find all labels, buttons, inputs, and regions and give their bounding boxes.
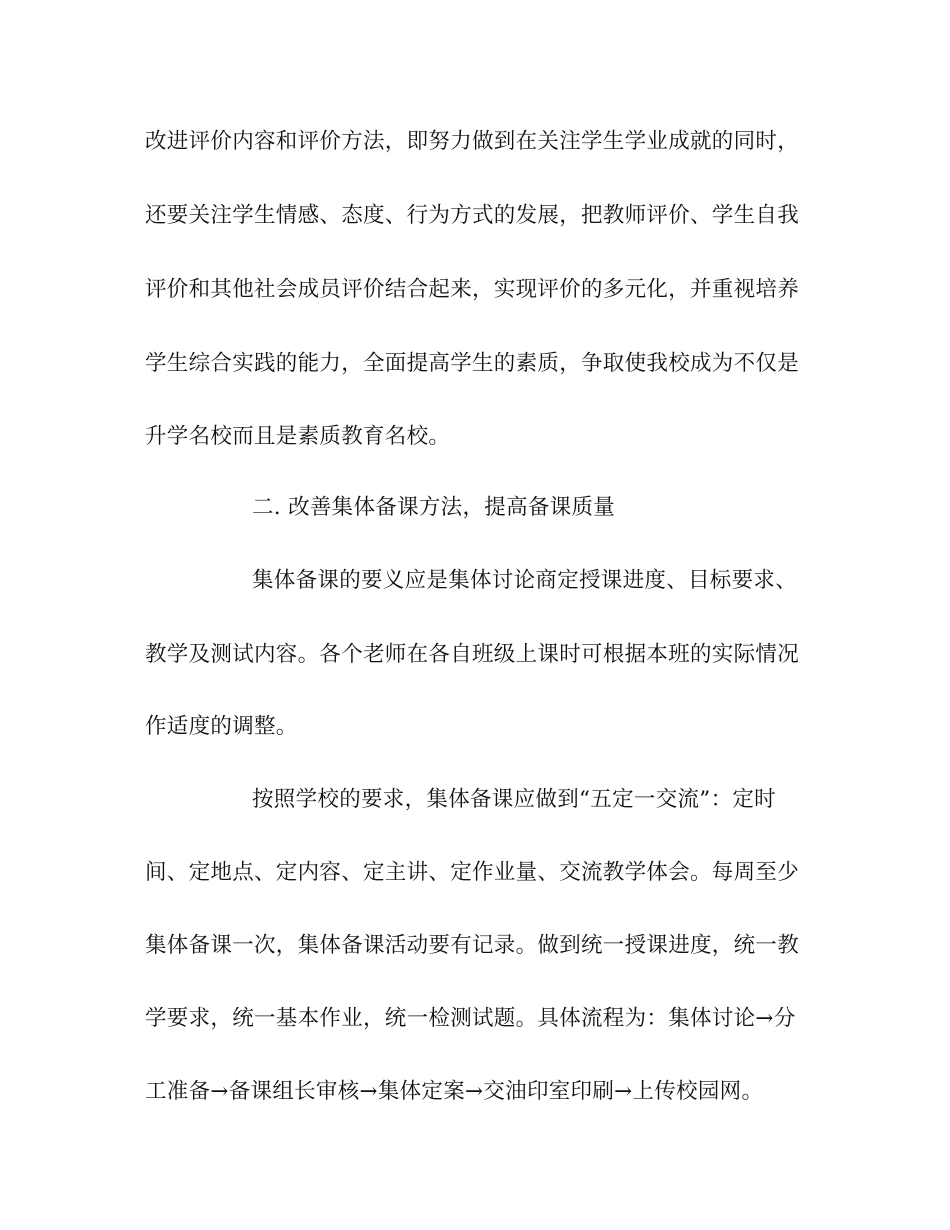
paragraph-line-1: 改进评价内容和评价方法，即努力做到在关注学生学业成就的同时， [145,129,800,154]
paragraph-line-11: 集体备课一次，集体备课活动要有记录。做到统一授课进度，统一教 [145,933,800,958]
paragraph-line-10: 间、定地点、定内容、定主讲、定作业量、交流教学体会。每周至少 [145,860,800,885]
paragraph-line-12: 学要求，统一基本作业，统一检测试题。具体流程为：集体讨论→分 [145,1006,796,1031]
paragraph-line-3: 评价和其他社会成员评价结合起来，实现评价的多元化，并重视培养 [145,277,800,302]
paragraph-line-7: 教学及测试内容。各个老师在各自班级上课时可根据本班的实际情况 [145,642,800,667]
section-heading: 二. 改善集体备课方法，提高备课质量 [252,495,616,520]
paragraph-line-4: 学生综合实践的能力，全面提高学生的素质，争取使我校成为不仅是 [145,351,800,376]
paragraph-line-2: 还要关注学生情感、态度、行为方式的发展，把教师评价、学生自我 [145,203,800,228]
paragraph-line-5: 升学名校而且是素质教育名校。 [145,424,451,449]
paragraph-line-6: 集体备课的要义应是集体讨论商定授课进度、目标要求、 [252,568,798,593]
paragraph-line-8: 作适度的调整。 [145,714,298,739]
paragraph-line-13: 工准备→备课组长审核→集体定案→交油印室印刷→上传校园网。 [145,1079,764,1104]
paragraph-line-9: 按照学校的要求，集体备课应做到“五定一交流”：定时 [252,787,776,812]
